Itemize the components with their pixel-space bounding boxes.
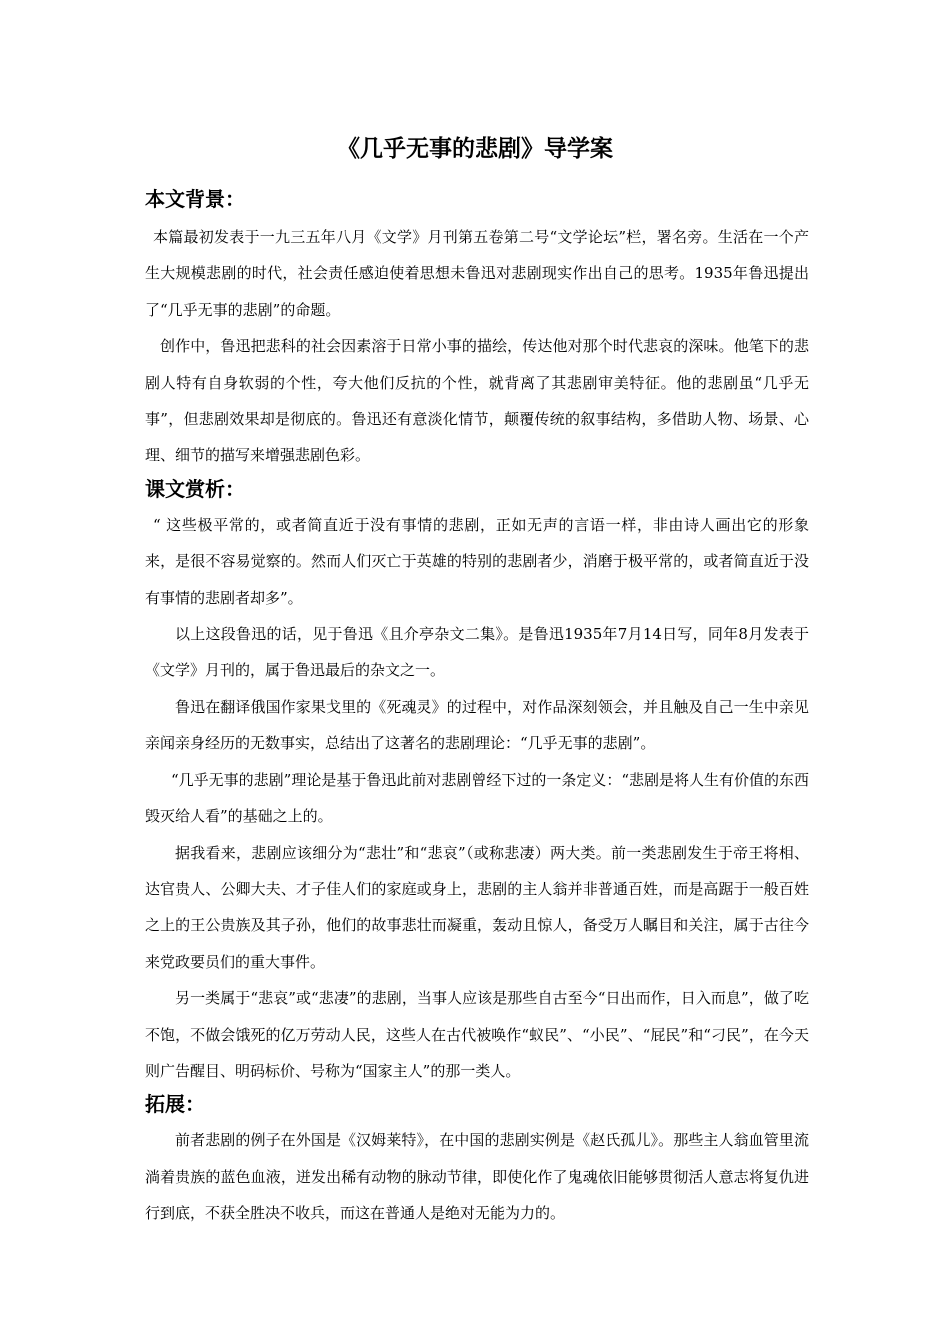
paragraph: 另一类属于“悲哀”或“悲凄”的悲剧，当事人应该是那些自古至今“日出而作，日入而息”，做了吃不饱，不做会饿死的亿万劳动人民，这些人在古代被唤作“蚁民”、“小民”、“屁民”和“刁民”，在今天则广告醒目、明码标价、号称为“国家主人”的那一类人。 bbox=[145, 989, 809, 1080]
document-title: 《几乎无事的悲剧》导学案 bbox=[337, 136, 613, 162]
paragraph: 以上这段鲁迅的话，见于鲁迅《且介亭杂文二集》。是鲁迅1935年7月14日写，同年8月发表于《文学》月刊的，属于鲁迅最后的杂文之一。 bbox=[145, 625, 809, 680]
section-heading-background: 本文背景： bbox=[145, 187, 245, 211]
paragraph: 创作中，鲁迅把悲科的社会因素溶于日常小事的描绘，传达他对那个时代悲哀的深味。他笔下的悲剧人特有自身软弱的个性，夸大他们反抗的个性，就背离了其悲剧审美特征。他的悲剧虽“几乎无事”，但悲剧效果却是彻底的。鲁迅还有意淡化情节，颠覆传统的叙事结构，多借助人物、场景、心理、细节的描写来增强悲剧色彩。 bbox=[145, 337, 809, 465]
section-heading-extension: 拓展： bbox=[145, 1092, 205, 1117]
document-body bbox=[145, 184, 809, 1232]
paragraph: “ 这些极平常的，或者简直近于没有事情的悲剧，正如无声的言语一样，非由诗人画出它的形象来，是很不容易觉察的。然而人们灭亡于英雄的特别的悲剧者少，消磨于极平常的，或者简直近于没有事情的悲剧者却多”。 bbox=[145, 515, 809, 607]
paragraph: 本篇最初发表于一九三五年八月《文学》月刊第五卷第二号“文学论坛”栏，署名旁。生活在一个产生大规模悲剧的时代，社会责任感迫使着思想未鲁迅对悲剧现实作出自己的思考。1935年鲁迅提出了“几乎无事的悲剧”的命题。 bbox=[145, 228, 809, 319]
section-heading-appreciation: 课文赏析： bbox=[145, 476, 245, 501]
paragraph: 前者悲剧的例子在外国是《汉姆莱特》，在中国的悲剧实例是《赵氏孤儿》。那些主人翁血管里流淌着贵族的蓝色血液，迸发出稀有动物的脉动节律，即使化作了鬼魂依旧能够贯彻活人意志将复仇进行到底，不获全胜决不收兵，而这在普通人是绝对无能为力的。 bbox=[145, 1131, 809, 1223]
paragraph: 据我看来，悲剧应该细分为“悲壮”和“悲哀”（或称悲凄）两大类。前一类悲剧发生于帝王将相、达官贵人、公卿大夫、才子佳人们的家庭或身上，悲剧的主人翁并非普通百姓，而是高踞于一般百姓之上的王公贵族及其子孙，他们的故事悲壮而凝重，轰动且惊人，备受万人瞩目和关注，属于古往今来党政要员们的重大事件。 bbox=[145, 843, 809, 971]
paragraph: 鲁迅在翻译俄国作家果戈里的《死魂灵》的过程中，对作品深刻领会，并且触及自己一生中亲见亲闻亲身经历的无数事实，总结出了这著名的悲剧理论：“几乎无事的悲剧”。 bbox=[145, 697, 809, 753]
paragraph: “几乎无事的悲剧”理论是基于鲁迅此前对悲剧曾经下过的一条定义：“悲剧是将人生有价值的东西毁灭给人看”的基础之上的。 bbox=[145, 770, 810, 826]
